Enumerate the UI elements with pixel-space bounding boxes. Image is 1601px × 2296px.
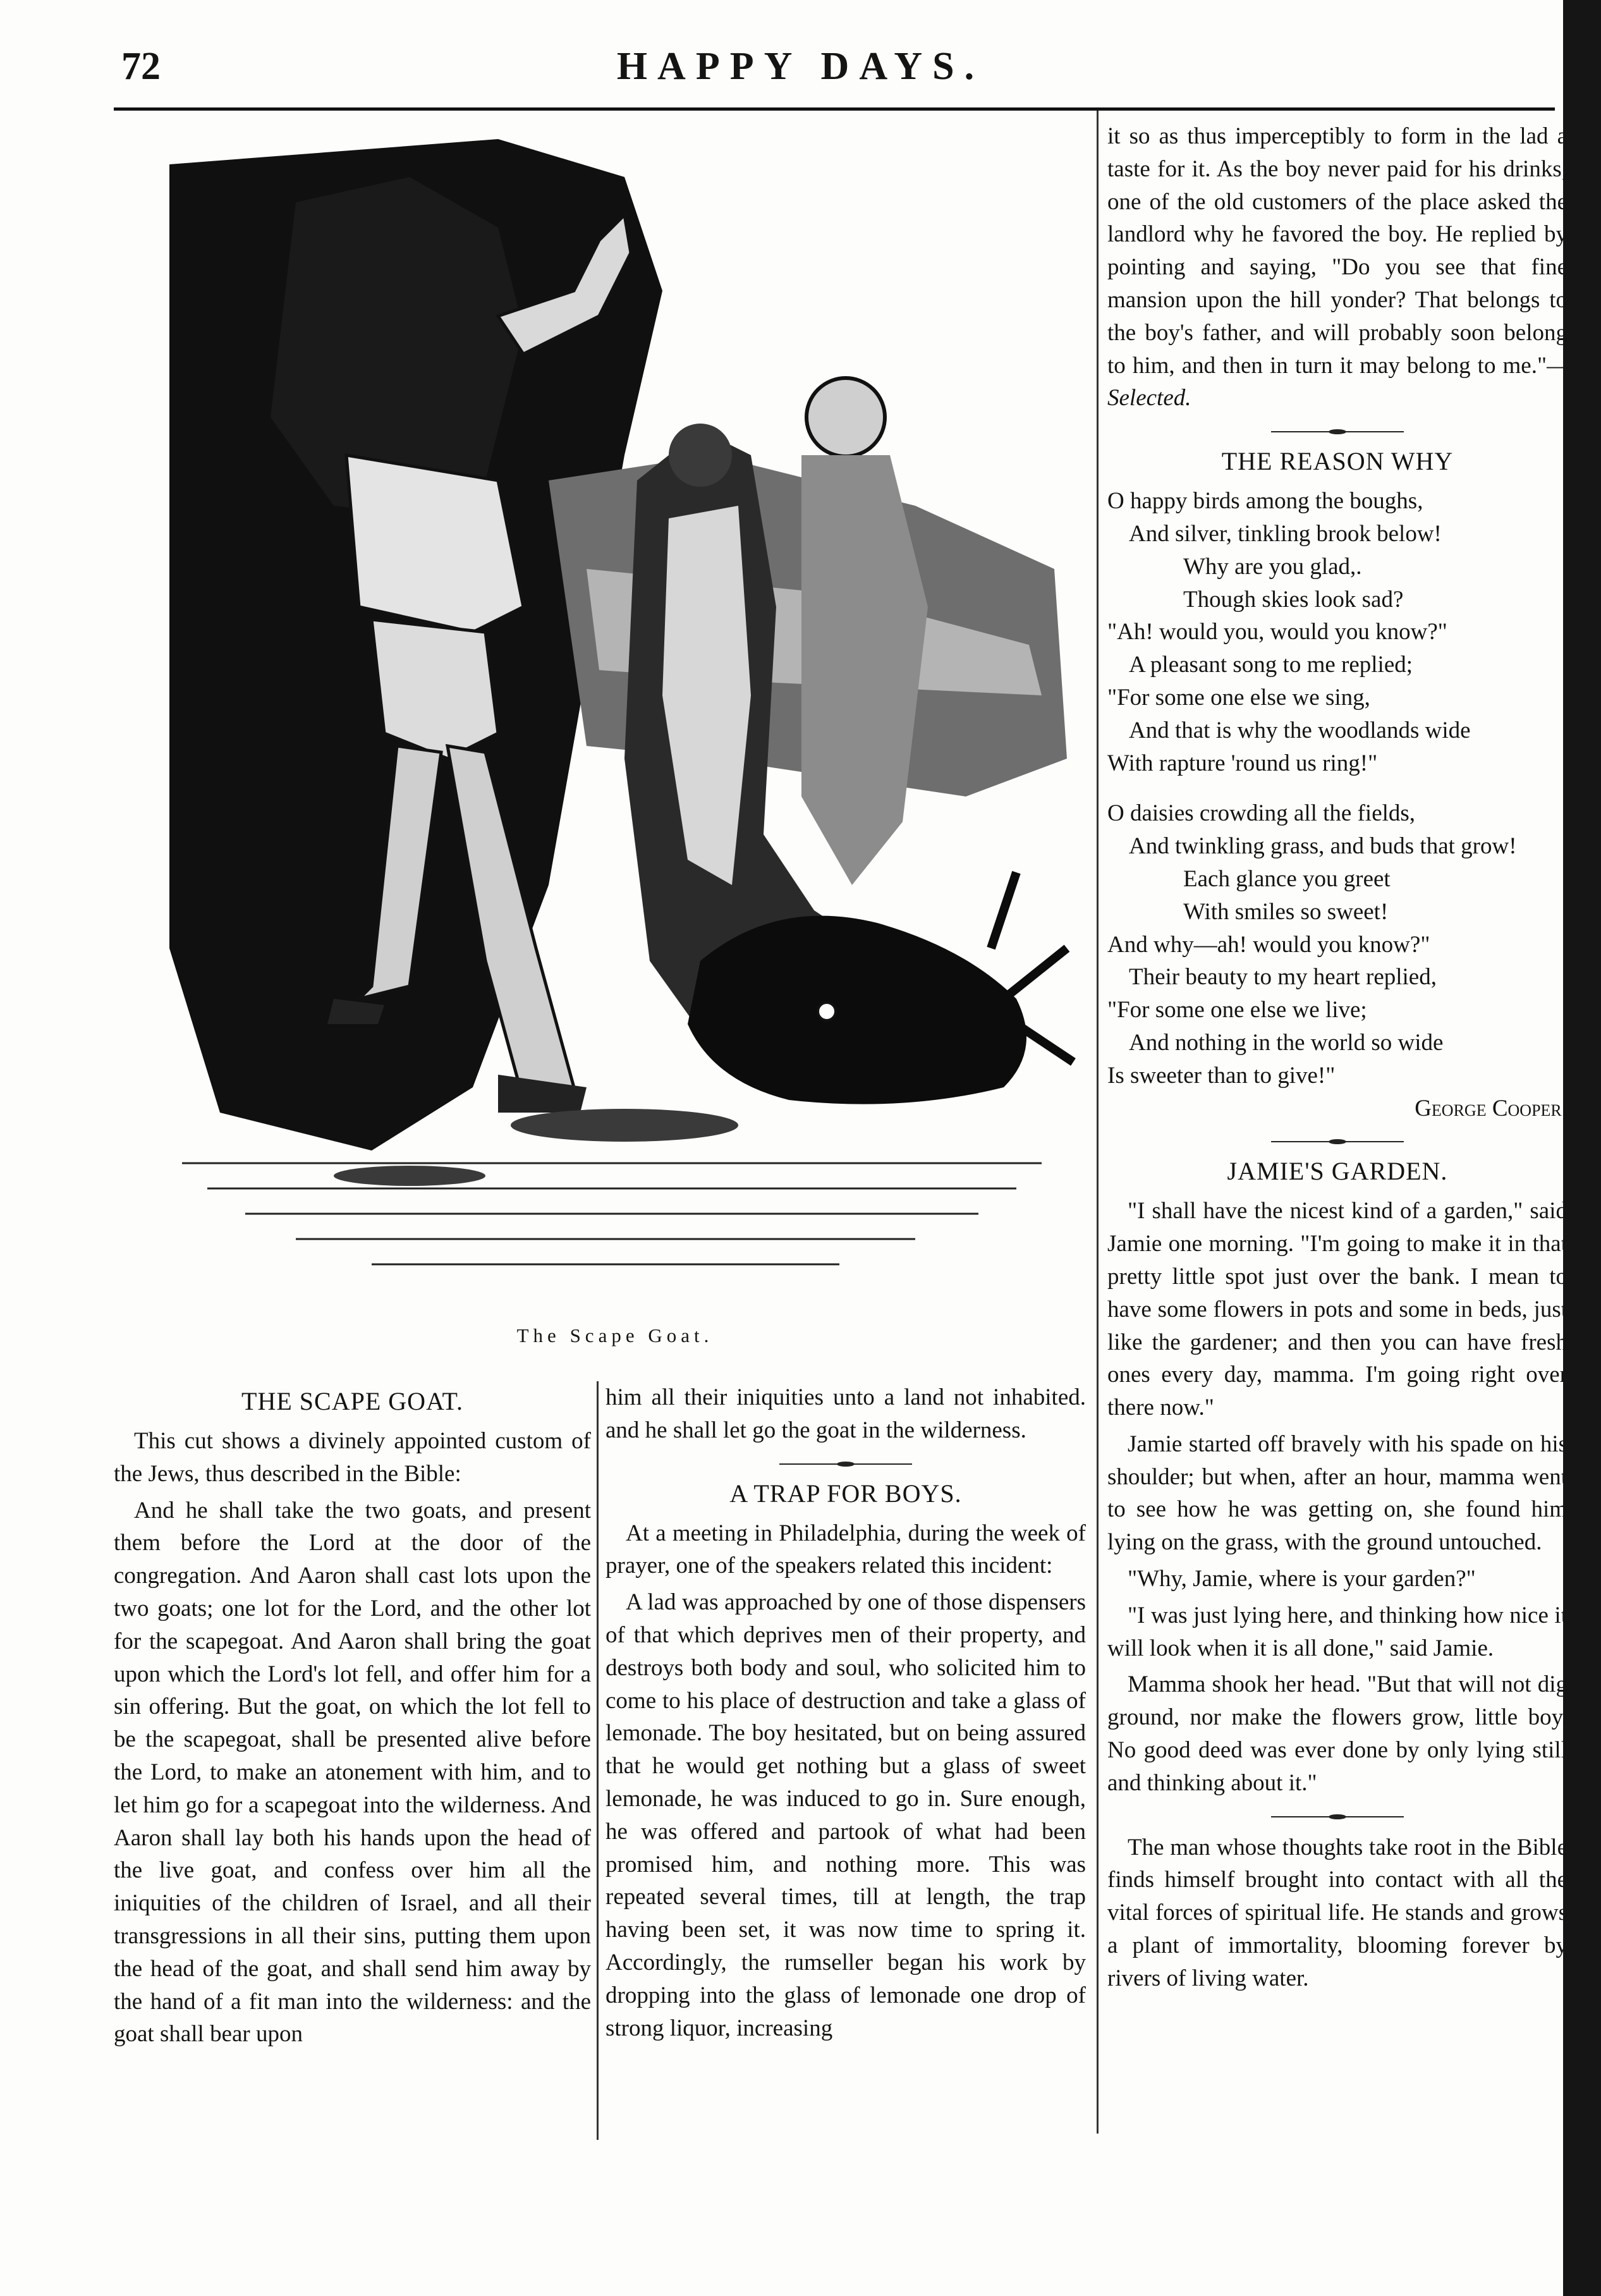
illustration-caption: The Scape Goat.	[516, 1324, 714, 1346]
trap-paragraph-1: At a meeting in Philadelphia, during the week of prayer, one of the speakers related this incident:	[606, 1520, 1086, 1579]
poem-line: With smiles so sweet!	[1183, 898, 1389, 925]
jamie-heading: JAMIE'S GARDEN.	[1227, 1157, 1448, 1186]
trap-heading: A TRAP FOR BOYS.	[729, 1479, 962, 1508]
header-rule	[114, 107, 1555, 111]
trap-paragraph-2: A lad was approached by one of those dispensers of that which deprives men of their property, and destroys both body and soul, who solicited him to come to his place of destruction and take a glass of lemonade. The boy hesitated, but on being assured that he would get nothing but a glass of sweet lemonade, he was induced to go in. Sure enough, he was offered and partook of what had been promised him, and nothing more. This was repeated several times, till at length, the trap having been set, it was now time to spring it. Accordingly, the rumseller began his work by dropping into the glass of lemonade one drop of strong liquor, increasing	[606, 1589, 1086, 2041]
jamie-paragraph: "Why, Jamie, where is your garden?"	[1128, 1566, 1476, 1592]
section-divider	[779, 1461, 912, 1467]
stanza-gap	[1107, 779, 1568, 797]
poem-line: Though skies look sad?	[1183, 586, 1404, 613]
trap-continued: it so as thus imperceptibly to form in the lad a taste for it. As the boy never paid for his drinks, one of the old customers of the place asked the landlord why he favored the boy. He replied by pointing and saying, "Do you see that fine mansion upon the hill yonder? That belongs to the boy's father, and will probably soon belong to him, and then in turn it may belong to me."	[1107, 123, 1568, 379]
poem-line: O happy birds among the boughs,	[1107, 488, 1423, 515]
poem-line: Their beauty to my heart replied,	[1129, 964, 1437, 991]
poem-line: "For some one else we live;	[1107, 997, 1367, 1023]
middle-column	[606, 1381, 1086, 2048]
scape-goat-continued: him all their iniquities unto a land not inhabited. and he shall let go the goat in the wilderness.	[606, 1384, 1086, 1443]
binding-edge	[1563, 0, 1601, 2296]
scape-goat-intro: This cut shows a divinely appointed custom of the Jews, thus described in the Bible:	[114, 1428, 591, 1487]
poem-line: And that is why the woodlands wide	[1129, 717, 1471, 743]
poem-line: And nothing in the world so wide	[1129, 1029, 1444, 1056]
jamie-paragraph: "I shall have the nicest kind of a garden," said Jamie one morning. "I'm going to make it in that pretty little spot just over the bank. I mean to have some flowers in pots and some in beds, just like the gardener; and then you can have fresh ones every day, mamma. I'm going right over there now."	[1107, 1198, 1568, 1421]
scape-goat-heading: THE SCAPE GOAT.	[241, 1387, 463, 1415]
scape-goat-scripture: And he shall take the two goats, and present them before the Lord at the door of the congregation. And Aaron shall cast lots upon the two goats; one lot for the Lord, and the other lot for the scapegoat. And Aaron shall bring the goat upon which the Lord's lot fell, and offer him for a sin offering. But the goat, on which the lot fell to be the scapegoat, shall be presented alive before the Lord, to make an atonement with him, and to let him go for a scapegoat into the wilderness. And Aaron shall lay both his hands upon the head of the live goat, and confess over him all the iniquities of the children of Israel, and all their transgressions in all their sins, putting them upon the head of the goat, and shall send him away by the hand of a fit man into the wilderness: and the goat shall bear upon	[114, 1497, 591, 2048]
poem-line: A pleasant song to me replied;	[1129, 652, 1413, 678]
poem-line: And why—ah! would you know?"	[1107, 931, 1430, 958]
right-column	[1107, 120, 1568, 1999]
masthead-title: HAPPY DAYS.	[616, 45, 985, 88]
poem-line: Why are you glad,.	[1183, 553, 1362, 580]
trap-source: —Selected.	[1107, 352, 1568, 412]
poem-line: Is sweeter than to give!"	[1107, 1062, 1336, 1089]
poem-author: George Cooper.	[1415, 1095, 1568, 1121]
section-divider	[1271, 1814, 1404, 1820]
column-rule-middle	[597, 1381, 599, 2140]
page-number: 72	[121, 45, 161, 88]
jamie-paragraph: "I was just lying here, and thinking how nice it will look when it is all done," said Jamie.	[1107, 1602, 1568, 1661]
jamie-paragraph: Jamie started off bravely with his spade on his shoulder; but when, after an hour, mamma went to see how he was getting on, she found him lying on the grass, with the ground untouched.	[1107, 1431, 1568, 1556]
closing-paragraph: The man whose thoughts take root in the Bible finds himself brought into contact with all the vital forces of spiritual life. He stands and grows a plant of immortality, blooming forever by rivers of living water.	[1107, 1834, 1568, 1991]
reason-why-heading: THE REASON WHY	[1221, 447, 1454, 476]
section-divider	[1271, 429, 1404, 435]
column-rule-right	[1097, 111, 1099, 2134]
poem-line: O daisies crowding all the fields,	[1107, 800, 1416, 827]
poem-line: With rapture 'round us ring!"	[1107, 750, 1378, 776]
scape-goat-column	[114, 1381, 591, 2055]
poem-line: And silver, tinkling brook below!	[1129, 520, 1442, 547]
poem-line: Each glance you greet	[1183, 865, 1391, 892]
reason-why-poem	[1107, 485, 1568, 1092]
scape-goat-illustration	[144, 126, 1086, 1290]
section-divider	[1271, 1139, 1404, 1145]
poem-line: "Ah! would you, would you know?"	[1107, 619, 1447, 645]
jamie-paragraph: Mamma shook her head. "But that will not dig ground, nor make the flowers grow, little boy. No good deed was ever done by only lying still and thinking about it."	[1107, 1671, 1568, 1796]
poem-line: And twinkling grass, and buds that grow!	[1129, 833, 1517, 860]
poem-line: "For some one else we sing,	[1107, 684, 1370, 711]
